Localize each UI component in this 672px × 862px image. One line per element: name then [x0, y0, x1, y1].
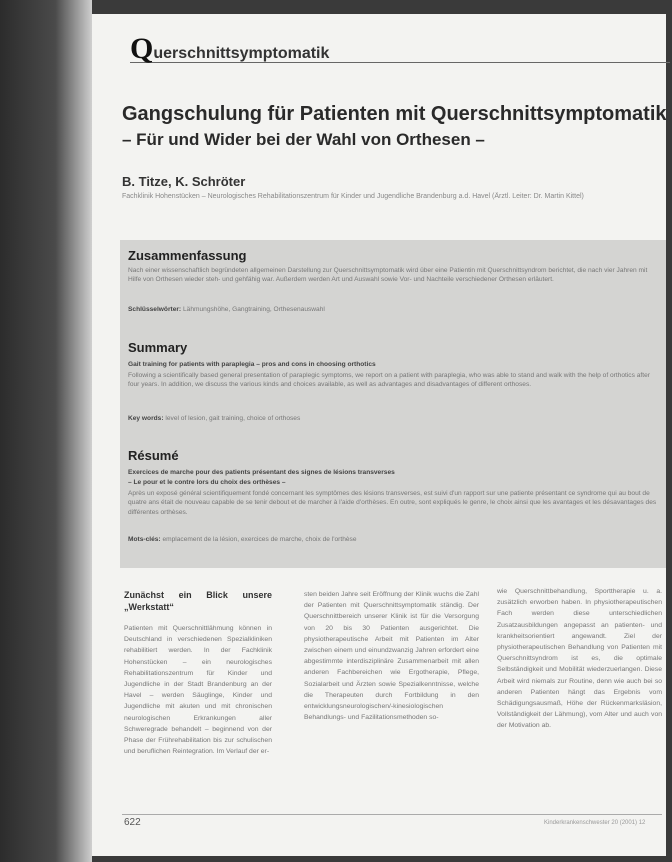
article-authors: B. Titze, K. Schröter	[122, 174, 246, 189]
abstract-fr-subtitle-1: Exercices de marche pour des patients présentant des signes de lésions transverses	[128, 469, 395, 476]
abstract-fr-keywords-text: emplacement de la lésion, exercices de marche, choix de l'orthèse	[162, 536, 357, 543]
abstract-en-text: Following a scientifically based general presentation of paraplegic symptoms, we report on a patient with paraplegia, who was able to stand and walk with the help of orthotics after four years. In addition, we discuss the various kinds and choices available, as well as advantages and disadvantages of different orthoses.	[128, 372, 650, 389]
section-header-text: uerschnittsymptomatik	[153, 45, 330, 62]
abstract-en-keywords	[128, 415, 658, 422]
abstract-de-keywords	[128, 306, 658, 313]
article-subtitle: – Für und Wider bei der Wahl von Orthesen –	[122, 130, 485, 149]
abstract-fr-keywords	[128, 536, 658, 543]
body-column-3	[497, 586, 662, 732]
abstract-de-heading: Zusammenfassung	[128, 248, 247, 263]
article-title: Gangschulung für Patienten mit Querschnittsymptomatik	[122, 103, 667, 125]
abstract-de-keywords-text: Lähmungshöhe, Gangtraining, Orthesenauswahl	[182, 306, 325, 313]
body-section-heading: Zunächst ein Blick unsere „Werkstatt“	[124, 590, 272, 612]
page-number: 622	[124, 817, 141, 828]
abstract-en-keywords-text: level of lesion, gait training, choice of orthoses	[165, 415, 301, 422]
section-header	[130, 32, 670, 63]
abstract-fr-text: Après un exposé général scientifiquement fondé concernant les symptômes des lésions transverses, est suivi d'un rapport sur une patiente présentant ce syndrome qui au bout de quatre ans était de nouveau capable de se tenir debout et de marcher à l'aide d'orthèses. En outre, sont expliqués le genre, le choix ainsi que les avantages et les désavantages des différentes orthèses.	[128, 490, 657, 516]
body-column-3-text: wie Querschnittbehandlung, Sporttherapie u. a. zusätzlich erworben haben. In physiotherapeutischen Fach werden diese unterschiedlichen Zusatzausbildungen angepasst an patienten- und krankheitsorientiert angewandt. Ziel der physiotherapeutischen Behandlung von Patienten mit Querschnittsyndrom ist es, die optimale Selbständigkeit und Mobilität wiederzuerlangen. Diese Arbeit wird niemals zur Routine, denn wie auch bei so anderen Patienten hängt das Ergebnis vom Schädigungsausmaß, Höhe der Rückenmarksläsion, Vollständigkeit der Lähmung), vom Alter und auch von der Motivation ab.	[497, 588, 662, 730]
article-affiliation: Fachklinik Hohenstücken – Neurologisches Rehabilitationszentrum für Kinder und Jugendliche Brandenburg a.d. Havel (Ärztl. Leiter: Dr. Martin Kittel)	[122, 193, 584, 200]
abstract-de-text: Nach einer wissenschaftlich begründeten allgemeinen Darstellung zur Querschnittsymptomatik wird über eine Patientin mit Querschnittsyndrom berichtet, die nach vier Jahren mit Hilfe von Orthesen wieder steh- und gehfähig war. Außerdem werden Art und Auswahl sowie Vor- und Nachteile verschiedener Orthesen erläutert.	[128, 267, 648, 284]
body-column-2-text: sten beiden Jahre seit Eröffnung der Klinik wuchs die Zahl der Patienten mit Querschnittsymptomatik ständig. Der Querschnittbereich unserer Klinik ist für die Versorgung von 20 bis 30 Patienten ausgerichtet. Die physiotherapeutische Arbeit mit Patienten im Alter zwischen einem und einundzwanzig Jahren erfordert eine abgestimmte interdisziplinäre Zusammenarbeit mit allen anderen Fachbereichen wie Ergotherapie, Pflege, Sozialarbeit und Ärzten sowie Spezialkenntnisse, welche die Therapeuten durch Fortbildung in den entwicklungsneurologischen/-kinesiologischen Behandlungs- und Fazilitationsmethoden so-	[304, 591, 479, 722]
scan-shadow	[0, 0, 92, 862]
abstract-en-heading: Summary	[128, 340, 188, 355]
journal-page	[92, 14, 666, 856]
section-header-initial: Q	[130, 32, 154, 65]
abstract-fr-heading: Résumé	[128, 448, 179, 463]
abstract-en-subtitle: Gait training for patients with paraplegia – pros and cons in choosing orthotics	[128, 361, 376, 368]
abstract-fr-keywords-label: Mots-clés:	[128, 536, 161, 543]
abstract-fr-subtitle-2: – Le pour et le contre lors du choix des orthèses –	[128, 479, 286, 486]
abstract-box	[120, 240, 666, 568]
footer-divider	[122, 814, 662, 815]
body-column-1	[124, 589, 272, 757]
abstract-de-keywords-label: Schlüsselwörter:	[128, 306, 182, 313]
abstract-en-keywords-label: Key words:	[128, 415, 164, 422]
body-column-2	[304, 589, 479, 723]
journal-citation: Kinderkrankenschwester 20 (2001) 12	[544, 820, 646, 826]
body-column-1-text: Patienten mit Querschnittlähmung können in Deutschland in verschiedenen Spezialkliniken rehabilitiert werden. In der Fachklinik Hohenstücken – ein neurologisches Rehabilitationszentrum für Kinder und Jugendliche in der Stadt Brandenburg an der Havel – werden Säuglinge, Kinder und Jugendliche mit akuten und mit chronischen neurologischen Erkrankungen aller Schweregrade behandelt – beginnend von der Phase der Frührehabilitation bis zur schulischen und beruflichen Reintegration. Im Verlauf der er-	[124, 625, 272, 756]
